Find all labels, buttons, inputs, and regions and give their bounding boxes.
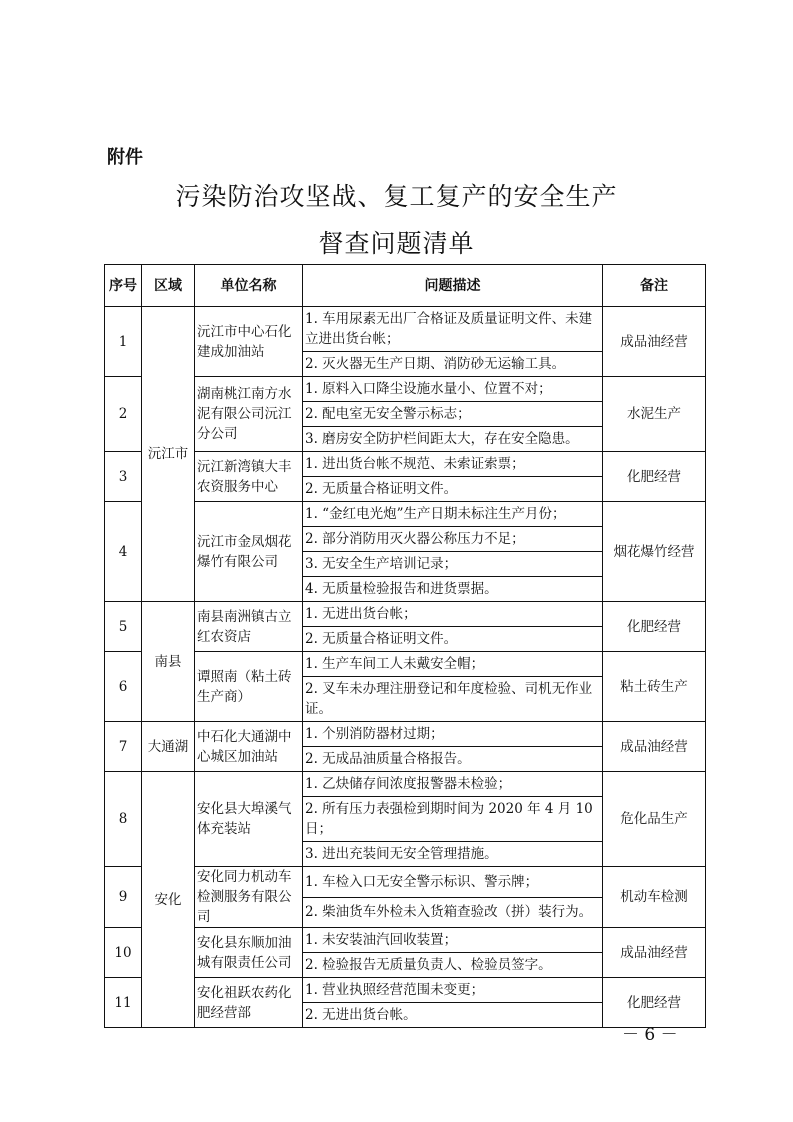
- row-number: 7: [105, 722, 142, 772]
- unit-name: 安化祖跃农药化肥经营部: [195, 978, 303, 1028]
- remark-cell: 机动车检测: [603, 867, 706, 928]
- unit-name: 安化同力机动车检测服务有限公司: [195, 867, 303, 928]
- problem-item: 2. 无质量合格证明文件。: [303, 627, 603, 652]
- problem-item: 2. 柴油货车外检未入货箱查验改（拼）装行为。: [303, 897, 603, 928]
- problem-item: 1. 无进出货台帐；: [303, 602, 603, 627]
- problem-item: 3. 无安全生产培训记录；: [303, 552, 603, 577]
- problem-item: 2. 检验报告无质量负责人、检验员签字。: [303, 953, 603, 978]
- remark-cell: 成品油经营: [603, 722, 706, 772]
- header-unit: 单位名称: [195, 265, 303, 307]
- remark-cell: 危化品生产: [603, 772, 706, 867]
- remark-cell: 成品油经营: [603, 307, 706, 377]
- header-remark: 备注: [603, 265, 706, 307]
- problem-item: 1. 进出货台帐不规范、未索证索票；: [303, 452, 603, 477]
- problem-item: 2. 无进出货台帐。: [303, 1003, 603, 1028]
- row-number: 11: [105, 978, 142, 1028]
- issue-table: [104, 264, 706, 1028]
- problem-item: 2. 灭火器无生产日期、消防砂无运输工具。: [303, 352, 603, 377]
- problem-item: 1. 个别消防器材过期；: [303, 722, 603, 747]
- region-cell: 大通湖: [142, 722, 195, 772]
- region-cell: 南县: [142, 602, 195, 722]
- unit-name: 沅江新湾镇大丰农资服务中心: [195, 452, 303, 502]
- table-row: [105, 502, 706, 527]
- problem-item: 1. 营业执照经营范围未变更；: [303, 978, 603, 1003]
- problem-item: 2. 无成品油质量合格报告。: [303, 747, 603, 772]
- problem-item: 1. 车检入口无安全警示标识、警示牌；: [303, 867, 603, 898]
- row-number: 9: [105, 867, 142, 928]
- table-row: [105, 867, 706, 898]
- table-row: [105, 452, 706, 477]
- remark-cell: 成品油经营: [603, 928, 706, 978]
- problem-item: 1. “金红电光炮”生产日期未标注生产月份；: [303, 502, 603, 527]
- remark-cell: 化肥经营: [603, 978, 706, 1028]
- table-row: [105, 602, 706, 627]
- header-problem: 问题描述: [303, 265, 603, 307]
- row-number: 8: [105, 772, 142, 867]
- table-header-row: [105, 265, 706, 307]
- problem-item: 1. 乙炔储存间浓度报警器未检验；: [303, 772, 603, 797]
- row-number: 5: [105, 602, 142, 652]
- unit-name: 安化县大埠溪气体充装站: [195, 772, 303, 867]
- row-number: 4: [105, 502, 142, 602]
- region-cell: 安化: [142, 772, 195, 1028]
- unit-name: 南县南洲镇古立红农资店: [195, 602, 303, 652]
- row-number: 6: [105, 652, 142, 722]
- document-subtitle: 督查问题清单: [318, 229, 475, 258]
- remark-cell: 粘土砖生产: [603, 652, 706, 722]
- table-row: [105, 978, 706, 1003]
- table-row: [105, 772, 706, 797]
- row-number: 10: [105, 928, 142, 978]
- region-cell: 沅江市: [142, 307, 195, 602]
- problem-item: 3. 磨房安全防护栏间距太大，存在安全隐患。: [303, 427, 603, 452]
- remark-cell: 化肥经营: [603, 452, 706, 502]
- row-number: 3: [105, 452, 142, 502]
- remark-cell: 化肥经营: [603, 602, 706, 652]
- table-row: [105, 652, 706, 677]
- problem-item: 1. 车用尿素无出厂合格证及质量证明文件、未建立进出货台帐；: [303, 307, 603, 352]
- row-number: 1: [105, 307, 142, 377]
- problem-item: 2. 无质量合格证明文件。: [303, 477, 603, 502]
- row-number: 2: [105, 377, 142, 452]
- problem-item: 1. 原料入口降尘设施水量小、位置不对；: [303, 377, 603, 402]
- page-number: － 6 －: [622, 1025, 678, 1045]
- document-title: 污染防治攻坚战、复工复产的安全生产: [175, 182, 618, 211]
- unit-name: 谭照南（粘土砖生产商）: [195, 652, 303, 722]
- header-region: 区域: [142, 265, 195, 307]
- table-row: [105, 928, 706, 953]
- unit-name: 中石化大通湖中心城区加油站: [195, 722, 303, 772]
- problem-item: 2. 配电室无安全警示标志；: [303, 402, 603, 427]
- header-no: 序号: [105, 265, 142, 307]
- problem-item: 3. 进出充装间无安全管理措施。: [303, 842, 603, 867]
- attachment-label: 附件: [107, 147, 143, 168]
- table-row: [105, 307, 706, 352]
- unit-name: 湖南桃江南方水泥有限公司沅江分公司: [195, 377, 303, 452]
- remark-cell: 水泥生产: [603, 377, 706, 452]
- unit-name: 沅江市金凤烟花爆竹有限公司: [195, 502, 303, 602]
- problem-item: 2. 所有压力表强检到期时间为 2020 年 4 月 10 日；: [303, 797, 603, 842]
- remark-cell: 烟花爆竹经营: [603, 502, 706, 602]
- unit-name: 安化县东顺加油城有限责任公司: [195, 928, 303, 978]
- problem-item: 2. 叉车未办理注册登记和年度检验、司机无作业证。: [303, 677, 603, 722]
- problem-item: 1. 生产车间工人未戴安全帽；: [303, 652, 603, 677]
- table-row: [105, 377, 706, 402]
- problem-item: 2. 部分消防用灭火器公称压力不足；: [303, 527, 603, 552]
- problem-item: 1. 未安装油汽回收装置；: [303, 928, 603, 953]
- table-row: [105, 722, 706, 747]
- unit-name: 沅江市中心石化建成加油站: [195, 307, 303, 377]
- problem-item: 4. 无质量检验报告和进货票据。: [303, 577, 603, 602]
